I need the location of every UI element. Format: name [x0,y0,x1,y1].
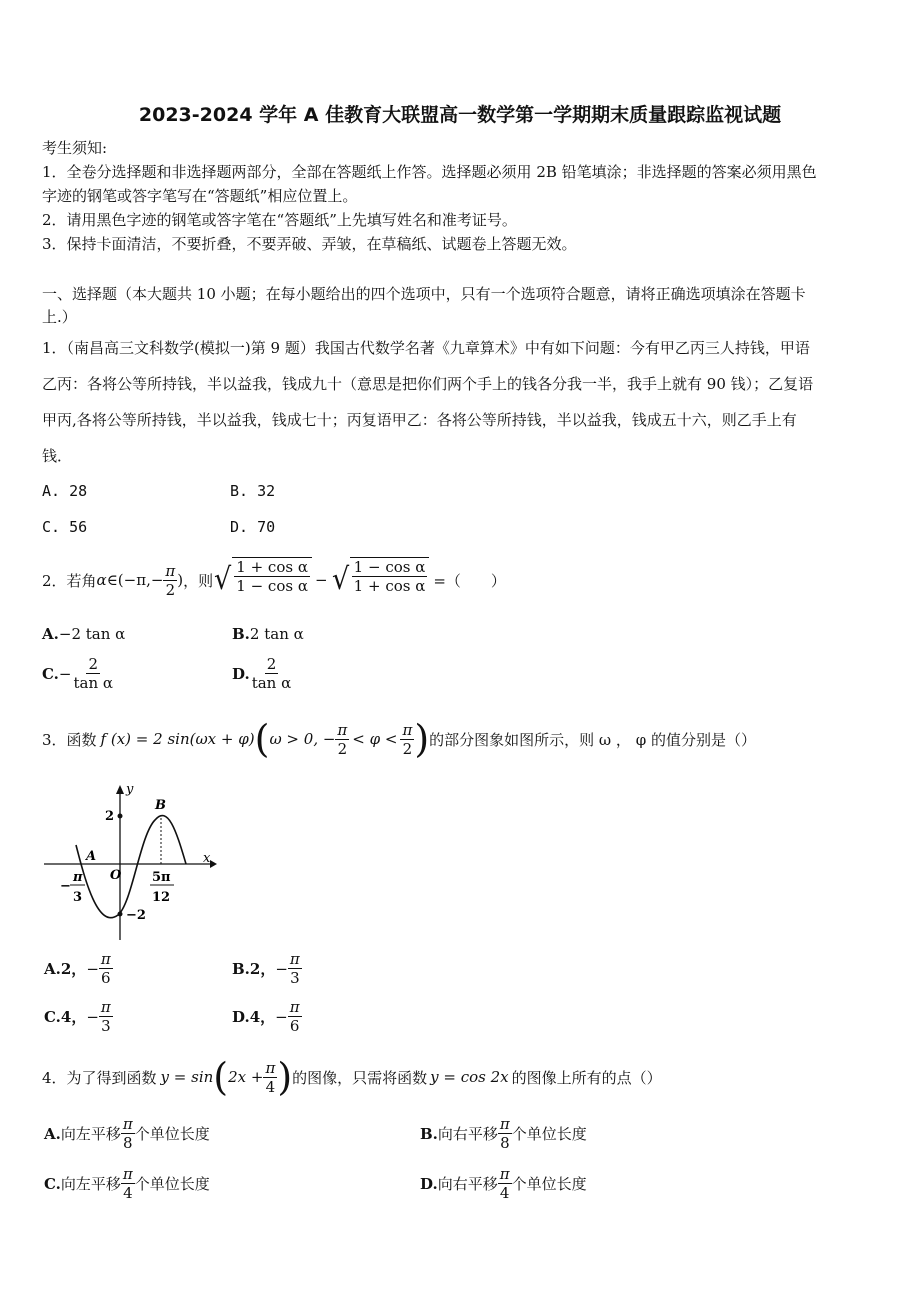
option-text: 个单位长度 [134,1175,210,1193]
option-value: −2 tan α [58,625,126,643]
option-text: 个单位长度 [511,1125,587,1143]
option-text: 向右平移 [437,1125,498,1143]
option-label: C. [42,664,59,683]
q4-option-a[interactable] [44,1115,210,1152]
question-2-stem [42,555,506,605]
question-1-text: 乙丙：各将公等所持钱，半以益我，钱成九十（意思是把你们两个手上的钱各分我一半，我手上就有 90 钱）；乙复语 [42,375,814,393]
point-neg2 [118,912,123,917]
q2-option-b[interactable] [232,625,304,643]
option-label: B.2， [232,960,276,978]
page-title: 2023-2024 学年 A 佳教育大联盟高一数学第一学期期末质量跟踪监视试题 [138,104,782,126]
q4-function-2: y = cos 2x [430,1068,509,1086]
frac-num: 2 [88,655,99,673]
tick-left-den: 3 [73,890,83,905]
frac-num: π [122,1165,133,1183]
frac-den: 1 − cos α [236,577,308,595]
q2-prefix: 2．若角 [42,571,97,590]
option-label: A. [44,1124,61,1143]
question-1-text: 1．（南昌高三文科数学(模拟一)第 9 题）我国古代数学名著《九章算术》中有如下问题：今有甲乙丙三人持钱，甲语 [42,339,810,357]
q2-option-d[interactable] [232,655,293,692]
q1-option-d[interactable]: D. 70 [230,518,276,536]
frac-num: π [499,1165,510,1183]
option-sign: − [86,1007,99,1026]
q3-prefix: 3．函数 [42,730,97,749]
q2-then: ，则 [183,571,214,590]
x-axis-arrow [210,860,217,868]
frac-den: 2 [337,739,348,758]
q3-option-a[interactable] [44,950,113,987]
q2-interval-open: (−π,− [117,571,164,589]
frac-den: 3 [290,969,300,987]
q2-minus: − [314,571,328,589]
point-2 [118,814,123,819]
q2-in: ∈ [106,571,118,589]
frac-num: π [499,1115,510,1133]
option-label: D. [420,1174,438,1193]
tick-right-num: 5π [152,870,171,885]
label-b: B [155,798,166,813]
option-label: C.4， [44,1008,87,1026]
q2-option-a[interactable] [42,625,125,643]
frac-den: 4 [265,1077,276,1096]
option-text: 向右平移 [437,1175,498,1193]
x-axis-label: x [203,851,211,866]
frac-den: 4 [499,1184,510,1202]
q2-equals: =（ ） [433,571,506,590]
tick-right-den: 12 [152,890,171,905]
label-o: O [110,868,122,883]
q3-condition: ω > 0, − [269,730,336,748]
q1-option-a[interactable]: A. 28 [42,482,88,500]
q3-function: f (x) = 2 sin(ωx + φ) [100,730,255,748]
question-1-text: 甲丙,各将公等所持钱，半以益我，钱成七十；丙复语甲乙：各将公等所持钱，半以益我，钱成五十六，则乙手上有 [42,411,797,429]
frac-num: 1 − cos α [353,558,426,576]
q4-option-c[interactable] [44,1165,210,1202]
notice-item: 1．全卷分选择题和非选择题两部分，全部在答题纸上作答。选择题必须用 2B 铅笔填涂；非选择题的答案必须用黑色 [42,163,817,181]
frac-num: π [122,1115,133,1133]
y-axis-label: y [126,782,134,797]
notice-item: 2．请用黑色字迹的钢笔或答字笔在“答题纸”上先填写姓名和准考证号。 [42,211,517,229]
frac-num: π [165,561,176,580]
frac-den: 6 [101,969,111,987]
option-label: B. [420,1124,438,1143]
option-text: 向左平移 [60,1125,121,1143]
frac-den: 1 + cos α [353,577,426,595]
frac-num: π [100,998,111,1016]
q4-function: y = sin [160,1068,214,1086]
q2-alpha: α [96,571,107,589]
tick-left-num: π [73,870,83,885]
right-paren: ) [277,1055,293,1099]
frac-num: 2 [266,655,277,673]
question-1-text: 钱． [42,447,73,465]
q2-interval-frac [163,562,177,599]
question-3-stem [42,715,756,763]
q3-condition: < φ < [352,730,398,748]
q4-option-b[interactable] [420,1115,587,1152]
label-2: 2 [105,809,115,824]
q4-option-d[interactable] [420,1165,587,1202]
option-sign: − [86,959,99,978]
option-label: D.4， [232,1008,276,1026]
option-label: D. [232,664,250,683]
frac-num: π [402,720,413,739]
q2-interval-close: ) [177,571,184,589]
frac-num: π [289,950,300,968]
frac-den: 4 [123,1184,133,1202]
q3-option-b[interactable] [232,950,302,987]
frac-num: 1 + cos α [236,558,308,576]
frac-num: π [289,998,300,1016]
q3-option-c[interactable] [44,998,113,1035]
sine-graph [40,780,220,945]
q4-prefix: 4．为了得到函数 [42,1068,157,1087]
q1-option-c[interactable]: C. 56 [42,518,88,536]
frac-num: π [265,1058,276,1077]
option-label: B. [232,625,250,643]
option-text: 个单位长度 [511,1175,587,1193]
notice-heading: 考生须知: [42,139,108,157]
option-label: A. [42,625,59,643]
y-axis-arrow [116,785,124,794]
right-paren: ) [414,717,430,761]
option-sign: − [58,664,72,683]
q1-option-b[interactable]: B. 32 [230,482,276,500]
label-a: A [86,849,97,864]
frac-den: 2 [402,739,413,758]
notice-item: 3．保持卡面清洁，不要折叠，不要弄破、弄皱，在草稿纸、试题卷上答题无效。 [42,235,577,253]
notice-item: 字迹的钢笔或答字笔写在“答题纸”相应位置上。 [42,187,358,205]
label-neg2: −2 [126,908,146,923]
frac-num: π [337,720,348,739]
q4-inner: 2x + [228,1068,264,1086]
q4-suffix: 的图像上所有的点（） [511,1068,662,1087]
left-paren: ( [254,717,270,761]
q2-option-c[interactable] [42,655,115,692]
option-label: A.2， [44,960,87,978]
frac-num: π [100,950,111,968]
frac-den: 3 [101,1017,111,1035]
left-paren: ( [213,1055,229,1099]
q3-option-d[interactable] [232,998,302,1035]
q2-sqrt-2: √ $\frac{\text{1 − cos α}}{\text{1 + cos α}}$ [331,557,430,603]
frac-den: 8 [123,1134,133,1152]
option-value: 2 tan α [249,625,304,643]
option-text: 个单位长度 [134,1125,210,1143]
tick-left-sign: − [60,879,71,894]
option-label: C. [44,1174,61,1193]
q2-sqrt-1: √ $\frac{\text{1 + cos α}}{\text{1 − cos α}}$ [213,557,312,603]
q3-suffix: 的部分图象如图所示，则 ω ， φ 的值分别是（） [429,730,756,749]
section-heading: 一、选择题（本大题共 10 小题；在每小题给出的四个选项中，只有一个选项符合题意，请将正确选项填涂在答题卡 [42,285,806,303]
option-sign: − [275,959,288,978]
option-sign: − [275,1007,288,1026]
section-heading-cont: 上.） [42,308,77,326]
option-text: 向左平移 [60,1175,121,1193]
q4-middle: 的图像，只需将函数 [292,1068,428,1087]
frac-den: 6 [289,1017,300,1035]
frac-den: tan α [73,674,114,692]
frac-den: 2 [165,580,176,599]
frac-den: tan α [251,674,292,692]
frac-den: 8 [500,1134,510,1152]
question-4-stem [42,1053,662,1101]
